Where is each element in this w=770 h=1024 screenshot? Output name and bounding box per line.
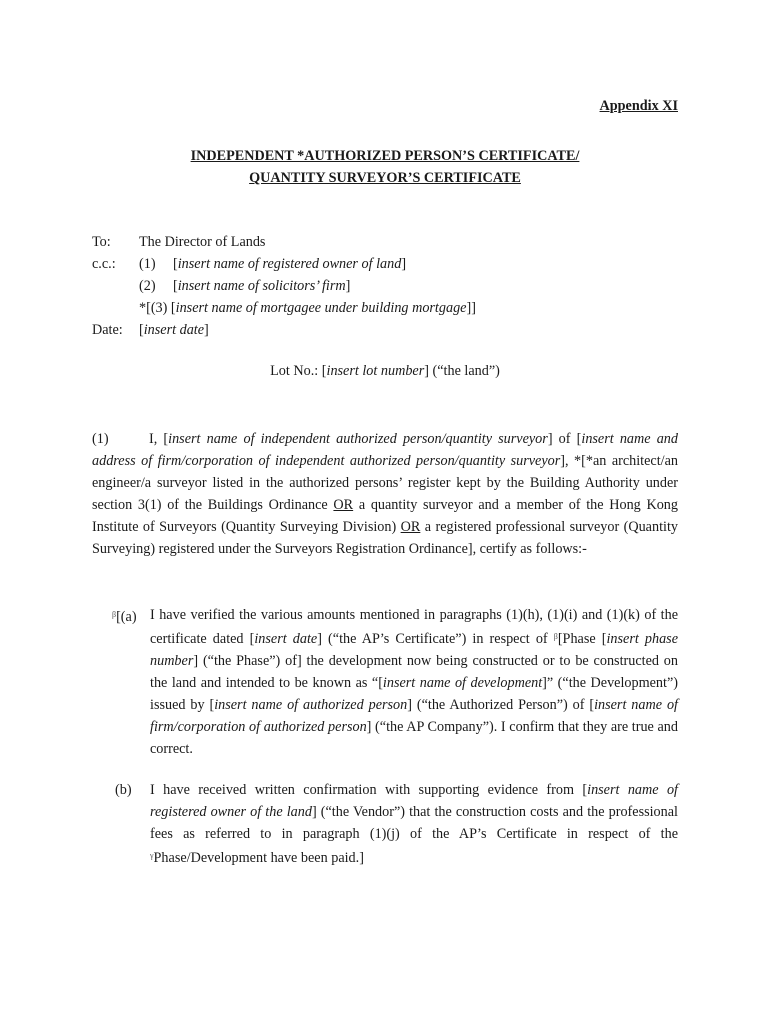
to-label: To: [92,234,111,250]
lot-number-line: Lot No.: [insert lot number] (“the land”) [270,363,500,379]
paragraph-1: (1) I, [insert name of independent authorized person/quantity surveyor] of [insert name and address of firm/corporation of independent authorized person/quantity surveyor], *[*an architect/an engineer/a surveyor listed in the authorized persons’ register kept by the Building Authority under section 3(1) of the Buildings Ordinance OR a quantity surveyor and a member of the Hong Kong Institute of Surveyors (Quantity Surveying Division) OR a registered professional surveyor (Quantity Surveying) registered under the Surveyors Registration Ordinance], certify as follows:- [92,428,678,560]
date-label: Date: [92,322,123,338]
cc-label: c.c.: [92,256,116,272]
appendix-label: Appendix XI [599,98,678,114]
title-line-2: QUANTITY SURVEYOR’S CERTIFICATE [249,170,521,186]
cc-1-value: [insert name of registered owner of land] [173,256,407,272]
sub-a-label: $^\beta$[(a) [112,609,137,625]
sub-paragraph-a: I have verified the various amounts mentioned in paragraphs (1)(h), (1)(i) and (1)(k) of the certificate dated [insert date] (“the AP’s Certificate”) in respect of $^\beta$[Phase [insert phase number] (“the Phase”) of] the development now being constructed or to be constructed on the land and intended to be known as “[insert name of development]” (“the Development”) issued by [insert name of authorized person] (“the Authorized Person”) of [insert name of firm/corporation of authorized person] (“the AP Company”). I confirm that they are true and correct. [150,607,679,757]
sub-b-label: (b) [115,782,132,798]
title-line-1: INDEPENDENT *AUTHORIZED PERSON’S CERTIFICATE/ [190,148,580,164]
cc-1-number: (1) [139,256,156,272]
date-value: [insert date] [139,322,209,338]
cc-2-number: (2) [139,278,156,294]
to-value: The Director of Lands [139,234,266,250]
sub-paragraph-b: I have received written confirmation with supporting evidence from [insert name of registered owner of the land] (“the Vendor”) that the construction costs and the professional fees as referred to in paragraph (1)(j) of the AP’s Certificate in respect of the $^\gamma$Phase/Development have been paid.] [150,782,678,866]
cc-2-value: [insert name of solicitors’ firm] [173,278,351,294]
paragraph-1-number: (1) [92,431,109,447]
cc-3-value: *[(3) [insert name of mortgagee under building mortgage]] [139,300,476,316]
